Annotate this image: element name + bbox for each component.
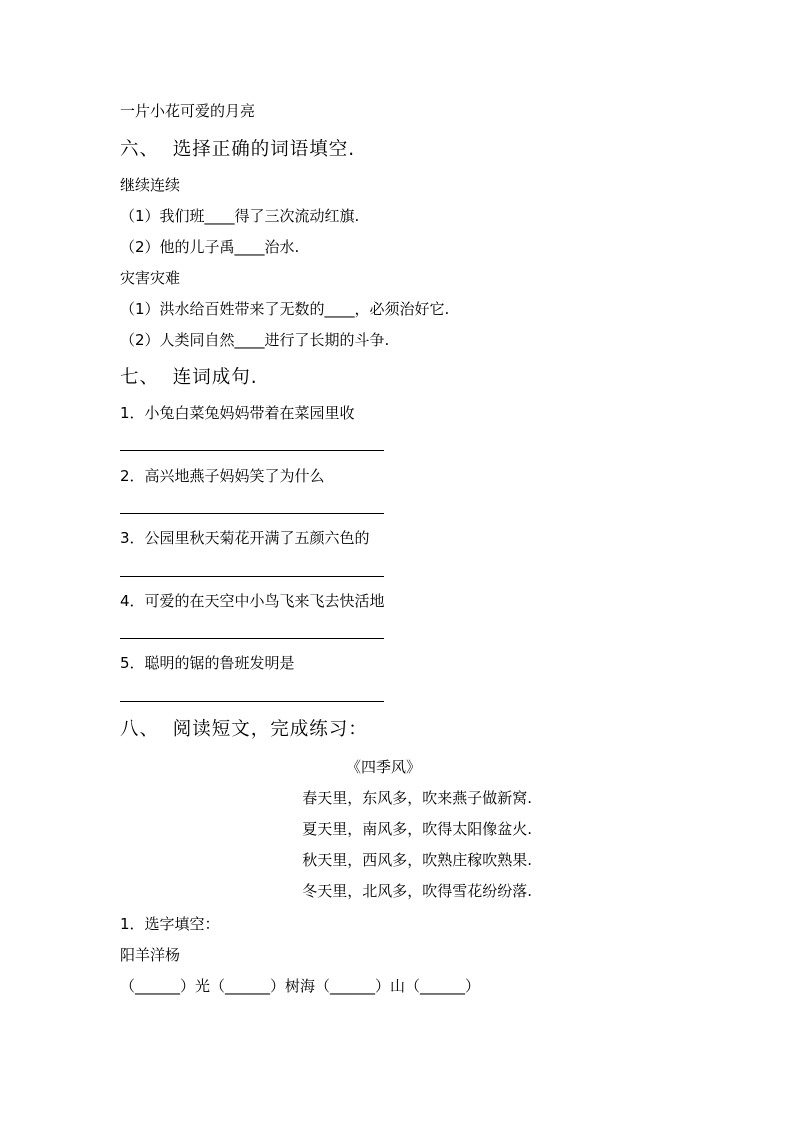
section-6-heading: 六、 选择正确的词语填空. <box>120 139 356 160</box>
section-7-item-2: 2．高兴地燕子妈妈笑了为什么 <box>120 467 325 485</box>
poem-line-3: 秋天里，西风多，吹熟庄稼吹熟果. <box>302 851 532 869</box>
section-6-group-2-question-1: （1）洪水给百姓带来了无数的____，必须治好它. <box>120 300 450 318</box>
answer-line[interactable] <box>120 513 384 514</box>
section-7-heading: 七、 连词成句. <box>120 367 258 388</box>
section-6-group-1-question-1: （1）我们班____得了三次流动红旗. <box>120 207 360 225</box>
top-line: 一片小花可爱的月亮 <box>120 102 256 120</box>
poem-title: 《四季风》 <box>346 758 422 776</box>
answer-line[interactable] <box>120 638 384 639</box>
poem-line-2: 夏天里，南风多，吹得太阳像盆火. <box>302 820 532 838</box>
section-7-item-1: 1．小兔白菜兔妈妈带着在菜园里收 <box>120 404 355 422</box>
section-7-item-3: 3．公园里秋天菊花开满了五颜六色的 <box>120 529 370 547</box>
answer-line[interactable] <box>120 576 384 577</box>
section-8-question-1-blanks[interactable]: （______）光（______）树海（______）山（______） <box>120 977 481 995</box>
section-6-group-1-question-2: （2）他的儿子禹____治水. <box>120 238 300 256</box>
poem-line-1: 春天里，东风多，吹来燕子做新窝. <box>302 789 532 807</box>
section-7-item-4: 4．可爱的在天空中小鸟飞来飞去快活地 <box>120 592 385 610</box>
answer-line[interactable] <box>120 701 384 702</box>
section-7-item-5: 5．聪明的锯的鲁班发明是 <box>120 654 295 672</box>
poem-line-4: 冬天里，北风多，吹得雪花纷纷落. <box>302 882 532 900</box>
section-8-heading: 八、 阅读短文，完成练习： <box>120 719 368 740</box>
section-8-question-1-label: 1．选字填空： <box>120 915 220 933</box>
section-8-question-1-words: 阳羊洋杨 <box>120 946 181 964</box>
section-6-group-1-words: 继续连续 <box>120 176 181 194</box>
answer-line[interactable] <box>120 450 384 451</box>
section-6-group-2-words: 灾害灾难 <box>120 269 181 287</box>
section-6-group-2-question-2: （2）人类同自然____进行了长期的斗争. <box>120 331 390 349</box>
